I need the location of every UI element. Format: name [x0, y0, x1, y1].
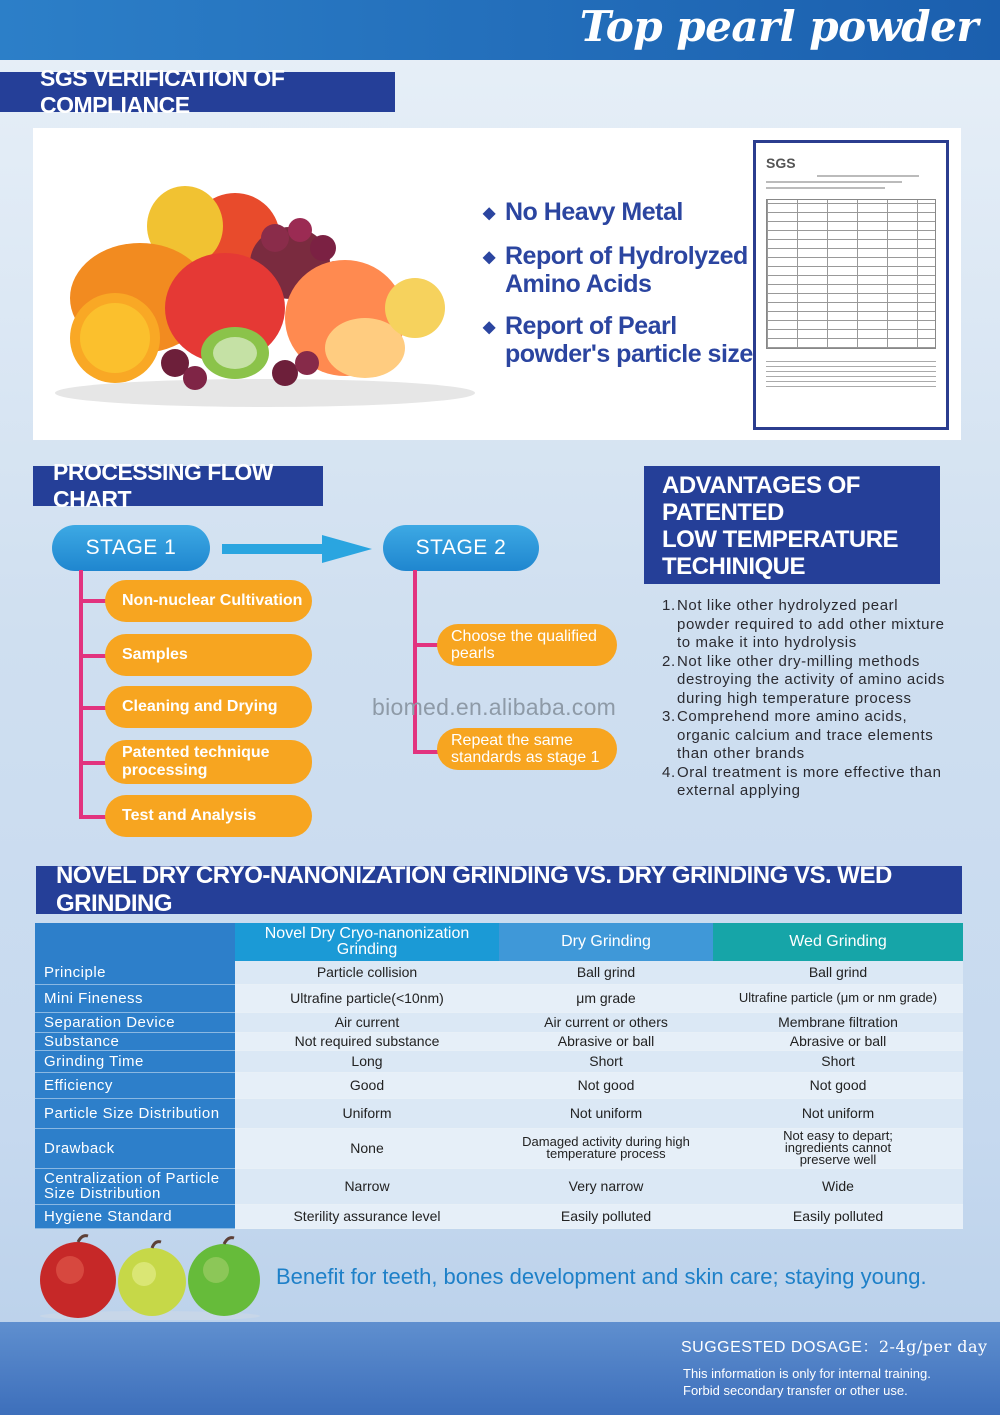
advantages-title-line: LOW TEMPERATURE [662, 526, 899, 553]
row-label: Substance [35, 1032, 235, 1050]
table-row [35, 1072, 963, 1098]
table-cell: μm grade [499, 984, 713, 1012]
item-number: 1. [662, 597, 676, 614]
item-number: 3. [662, 708, 676, 725]
item-number: 2. [662, 652, 676, 670]
dosage-label: SUGGESTED DOSAGE： [681, 1339, 879, 1356]
stage-1-step: Test and Analysis [105, 795, 312, 837]
comparison-section-title: NOVEL DRY CRYO-NANONIZATION GRINDING VS. DRY GRINDING VS. WED GRINDING [36, 866, 962, 914]
table-row [35, 1128, 963, 1168]
item-number: 4. [662, 763, 676, 781]
advantages-title-line: ADVANTAGES OF [662, 472, 860, 499]
item-text: Oral treatment is more effective than external applying [677, 763, 942, 799]
connector-branch [413, 643, 439, 647]
sgs-certificate-image [753, 140, 949, 430]
table-cell: Not good [499, 1072, 713, 1098]
table-row [35, 1098, 963, 1128]
column-header: Wed Grinding [713, 923, 963, 961]
stage-1-step: Patented technique processing [105, 740, 312, 784]
table-cell: Particle collision [235, 961, 499, 984]
sgs-bullet [483, 242, 773, 298]
table-row [35, 1168, 963, 1204]
sgs-bullet [483, 312, 773, 368]
stage-2-step: Repeat the same standards as stage 1 [437, 728, 617, 770]
stage-1-step: Samples [105, 634, 312, 676]
comparison-table [35, 923, 963, 1229]
sgs-bullet-list [483, 198, 773, 382]
table-cell: Long [235, 1050, 499, 1072]
advantage-item [662, 764, 952, 801]
footer-note-line: This information is only for internal training. [683, 1366, 931, 1381]
row-label: Drawback [35, 1128, 235, 1168]
table-cell: Wide [713, 1168, 963, 1204]
bullet-text: Report of Pearl powder's particle size [505, 312, 753, 368]
table-cell: Ball grind [499, 961, 713, 984]
table-cell: Narrow [235, 1168, 499, 1204]
fruit-image [45, 178, 485, 408]
sgs-panel [33, 128, 961, 440]
connector-branch [79, 706, 107, 710]
bullet-text: Report of Hydrolyzed Amino Acids [505, 242, 748, 298]
table-cell: Not required substance [235, 1032, 499, 1050]
table-cell: Easily polluted [713, 1204, 963, 1228]
benefit-tagline: Benefit for teeth, bones development and skin care; staying young. [276, 1264, 927, 1289]
diamond-icon: ◆ [483, 205, 495, 222]
connector-branch [413, 750, 439, 754]
stage-1-label: STAGE 1 [52, 525, 210, 571]
table-cell: Good [235, 1072, 499, 1098]
arrow-right-icon [222, 535, 372, 563]
advantage-item [662, 708, 952, 764]
diamond-icon: ◆ [483, 319, 495, 336]
table-cell: Sterility assurance level [235, 1204, 499, 1228]
table-cell: Air current [235, 1012, 499, 1032]
watermark: biomed.en.alibaba.com [372, 694, 617, 720]
table-cell: Ultrafine particle (μm or nm grade) [713, 984, 963, 1012]
row-label: Principle [35, 961, 235, 984]
table-cell: Ultrafine particle(<10nm) [235, 984, 499, 1012]
table-cell: Damaged activity during high temperature process [499, 1128, 713, 1168]
table-cell: Not uniform [713, 1098, 963, 1128]
advantages-list [662, 597, 952, 801]
table-header-corner [35, 923, 235, 961]
bullet-text: No Heavy Metal [505, 198, 683, 226]
diamond-icon: ◆ [483, 249, 495, 266]
stage-2-connector [413, 570, 417, 754]
table-cell: Not easy to depart; ingredients cannot preserve well [713, 1128, 963, 1168]
connector-branch [79, 599, 107, 603]
certificate-footer [766, 357, 936, 387]
table-cell: Not uniform [499, 1098, 713, 1128]
table-row [35, 961, 963, 984]
connector-branch [79, 815, 107, 819]
table-cell: Very narrow [499, 1168, 713, 1204]
table-row [35, 1204, 963, 1228]
footer-note [683, 1365, 931, 1399]
table-cell: None [235, 1128, 499, 1168]
item-text: Not like other dry-milling methods destroying the activity of amino acids during high temperature process [677, 652, 945, 707]
row-label: Efficiency [35, 1072, 235, 1098]
table-row [35, 1050, 963, 1072]
table-row [35, 984, 963, 1012]
table-cell: Easily polluted [499, 1204, 713, 1228]
row-label: Mini Fineness [35, 984, 235, 1012]
table-cell: Abrasive or ball [499, 1032, 713, 1050]
suggested-dosage [681, 1334, 988, 1357]
table-cell: Membrane filtration [713, 1012, 963, 1032]
flow-section-title: PROCESSING FLOW CHART [33, 466, 323, 506]
item-text: Comprehend more amino acids, organic calcium and trace elements than other brands [677, 708, 934, 762]
advantage-item [662, 653, 952, 709]
row-label: Centralization of Particle Size Distribution [35, 1168, 235, 1204]
stage-1-step: Cleaning and Drying [105, 686, 312, 728]
row-label: Hygiene Standard [35, 1204, 235, 1228]
table-cell: Ball grind [713, 961, 963, 984]
connector-branch [79, 654, 107, 658]
row-label: Grinding Time [35, 1050, 235, 1072]
table-row [35, 1032, 963, 1050]
connector-branch [79, 761, 107, 765]
stage-2-label: STAGE 2 [383, 525, 539, 571]
table-cell: Abrasive or ball [713, 1032, 963, 1050]
sgs-bullet [483, 198, 773, 228]
table-cell: Not good [713, 1072, 963, 1098]
table-header-row [35, 923, 963, 961]
advantages-title [644, 466, 940, 584]
footer-note-line: Forbid secondary transfer or other use. [683, 1383, 908, 1398]
sgs-section-title: SGS VERIFICATION OF COMPLIANCE [0, 72, 395, 112]
item-text: Not like other hydrolyzed pearl powder required to add other mixture to make it into hydrolysis [677, 597, 945, 651]
brand-title: Top pearl powder [579, 2, 978, 51]
column-header: Novel Dry Cryo-nanonization Grinding [235, 923, 499, 961]
table-cell: Short [499, 1050, 713, 1072]
apples-image [34, 1232, 266, 1320]
stage-2-step: Choose the qualified pearls [437, 624, 617, 666]
stage-1-connector [79, 570, 83, 819]
advantages-title-line: TECHINIQUE [662, 553, 806, 580]
stage-1-step: Non-nuclear Cultivation [105, 580, 312, 622]
table-row [35, 1012, 963, 1032]
table-cell: Short [713, 1050, 963, 1072]
certificate-logo: SGS [766, 155, 796, 171]
advantage-item [662, 597, 952, 653]
row-label: Separation Device [35, 1012, 235, 1032]
table-cell: Air current or others [499, 1012, 713, 1032]
certificate-table [766, 199, 936, 349]
advantages-title-line: PATENTED [662, 499, 784, 526]
row-label: Particle Size Distribution [35, 1098, 235, 1128]
table-cell: Uniform [235, 1098, 499, 1128]
dosage-value: 2-4g/per day [878, 1337, 988, 1356]
column-header: Dry Grinding [499, 923, 713, 961]
